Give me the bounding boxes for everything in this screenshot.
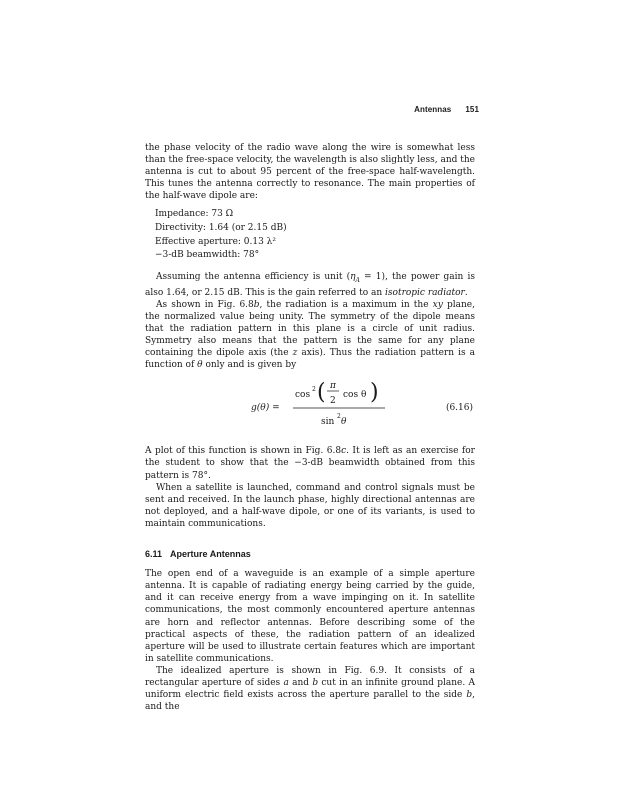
equation-fraction [293,373,463,443]
paragraph: the phase velocity of the radio wave along the wire is somewhat less than the free-space velocity, the wavelength is also slightly less, and the antenna is cut to about 95 percent of the free-space half-wavelength. This tunes the antenna correctly to resonance. The main properties of the half-wave dipole are: [145,143,475,202]
z-axis: z [292,348,298,359]
figure-ref-letter: c [341,446,347,457]
exponent-2-denominator: 2 [337,413,341,421]
text-run: axis). Thus the radiation pattern is a function of [145,348,475,371]
paragraph [145,445,475,481]
side-b: b [466,690,473,701]
text-run: cut in an infinite ground plane. A uniform electric field exists across the aperture parallel to the side [145,677,475,701]
text-run: . It is left as an exercise for the student to show that the −3-dB beamwidth obtained from this pattern is 78°. [145,446,475,481]
page-body [145,142,475,713]
figure-ref-letter: b [253,299,260,310]
cos-text: cos [295,390,311,401]
paragraph [145,271,475,299]
right-paren: ) [370,380,379,406]
page-number: 151 [465,105,479,114]
paragraph [145,665,475,713]
text-run: , the radiation is a maximum in the [259,299,433,310]
dipole-properties-list [155,208,475,262]
text-run: = 1), the power gain is also 1.64, or 2.15 dB. This is the gain referred to an [145,271,475,298]
pi-symbol: π [330,381,336,392]
text-run: only and is given by [202,360,297,371]
exponent-2: 2 [312,386,316,394]
running-head [414,105,479,114]
left-paren: ( [317,380,326,406]
equation-number: (6.16) [445,403,473,414]
text-run: The idealized aperture is shown in Fig. 6.9. It consists of a rectangular aperture of sides [145,665,475,688]
symbol-theta: θ [197,360,203,371]
subscript: A [355,276,360,284]
paragraph: When a satellite is launched, command and control signals must be sent and received. In the launch phase, highly directional antennas are not deployed, and a half-wave dipole, or one of its variants, is used to maintain communications. [145,482,475,529]
text-run: Assuming the antenna efficiency is unit ( [156,271,351,282]
equation-lhs: g(θ) = [251,403,280,414]
equation-6-16 [145,373,475,443]
theta-symbol: θ [341,417,347,428]
symbol-eta: η [350,271,356,282]
sin-text: sin [321,417,335,428]
xy-plane: xy [432,299,443,310]
list-item: Impedance: 73 Ω [155,209,234,220]
cos-theta: cos θ [343,390,367,401]
paragraph [145,299,475,372]
text-run: and [288,677,313,688]
denominator-two: 2 [330,396,336,407]
list-item: −3-dB beamwidth: 78° [155,250,260,261]
text-run: A plot of this function is shown in Fig. 6.8 [145,446,342,457]
side-a: a [283,677,289,688]
list-item: Directivity: 1.64 (or 2.15 dB) [155,223,287,234]
section-heading [145,548,475,560]
text-run: As shown in Fig. 6.8 [156,299,254,310]
side-b: b [312,677,319,688]
emphasis: isotropic radiator [385,287,465,298]
section-number: 6.11 [145,549,163,560]
section-title: Aperture Antennas [170,549,251,560]
chapter-title: Antennas [414,105,452,114]
text-run: , and the [145,690,475,713]
text-run: plane, the normalized value being unity. The symmetry of the dipole means that the radiation pattern in this plane is a circle of unit radius. Symmetry also means that the pattern is the same for any plane containing the dipole axis (the [145,299,475,359]
list-item: Effective aperture: 0.13 λ² [155,236,276,247]
paragraph: The open end of a waveguide is an example of a simple aperture antenna. It is capable of radiating energy being carried by the guide, and it can receive energy from a wave impinging on it. In satellite communications, the most commonly encountered aperture antennas are horn and reflector antennas. Before describing some of the practical aspects of these, the radiation pattern of an idealized aperture will be used to illustrate certain features which are important in satellite communications. [145,569,475,664]
text-run: . [464,287,468,298]
